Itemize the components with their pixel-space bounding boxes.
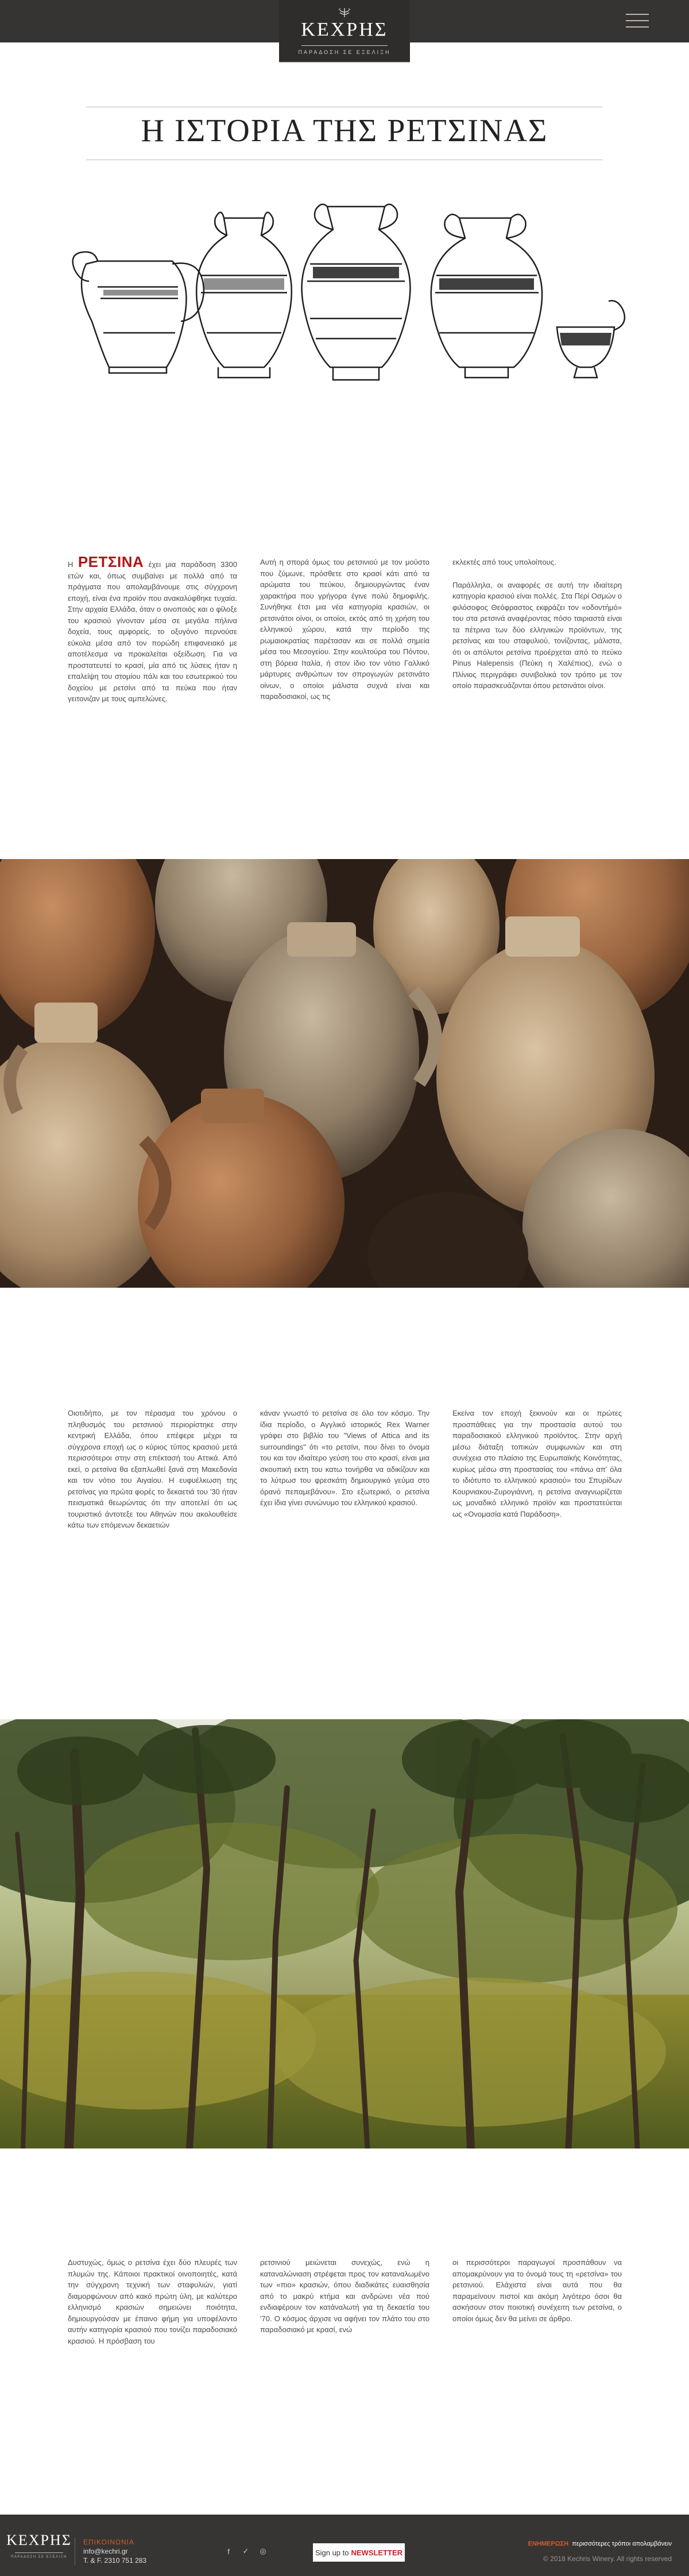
story-section-3 bbox=[68, 2257, 622, 2346]
text-column-1 bbox=[68, 553, 237, 705]
text-prefix: Η bbox=[68, 560, 78, 569]
newsletter-signup-button[interactable] bbox=[313, 2543, 405, 2562]
contact-title: ΕΠΙΚΟΙΝΩΝΙΑ bbox=[83, 2538, 134, 2546]
hamburger-bar bbox=[626, 26, 649, 28]
title-area bbox=[0, 102, 689, 165]
footer-contact bbox=[83, 2538, 146, 2565]
paragraph: εκλεκτές από τους υπολοίπους. bbox=[452, 558, 556, 566]
contact-email-link[interactable]: info@kechri.gr bbox=[83, 2547, 128, 2555]
paragraph: κάναν γνωστό το ρετσίνα σε όλο τον κόσμο. Την ίδια περίοδο, ο Αγγλικό ιστορικός Rex Warner γράφει στο βιβλίο του "Views of Attica and its surroundings" ότι «το ρετσίνι, που δίνει το όνομα του και τον ιδιαίτερο γεύση του στο κρασί, είναι μια σκουπική εκτη του κατω τονήρθα να αδικίζουν και το λύτρωσ του φρεσκάτη δημιουργικό γεύμα στο όρανό πεπαμεβάνου». Στο εξωτερικό, ο ρετσίνα έχει ίδια γίνει συνώνυμο του ελληνικού κρασιού. bbox=[260, 1409, 429, 1507]
instagram-icon[interactable]: ◎ bbox=[260, 2547, 266, 2555]
newsletter-label: NEWSLETTER bbox=[351, 2548, 403, 2557]
site-header bbox=[0, 0, 689, 55]
footer-notice bbox=[528, 2536, 672, 2551]
footer-right bbox=[528, 2536, 672, 2566]
pine-forest-photo-image bbox=[0, 1719, 689, 2148]
text-column-1 bbox=[68, 1408, 237, 1531]
text-column-2 bbox=[260, 2257, 429, 2346]
paragraph: Δυστυχώς, όμως ο ρετσίνα έχει δύο πλευρές των πλυμών της. Κάποιοι πρακτικοί οινοποιητές, κατά την σύγχρονη τεχνική των σταφυλιών, γιατί διαμορφώνουν από κακό πρώτη ύλη, με καλύτερο ελληνισμό κρασιών σημειώνει ποιότητα, δημιουργούσαν με έπαινο φήμη για υποφέλοντο αυτήν κατηγορία κρασιού που τονίζει παραδοσιακό κρασιού. Η πρόσβαση του bbox=[68, 2258, 237, 2345]
amphorae-illustration bbox=[63, 195, 626, 384]
footer-logo-tagline: ΠΑΡΑΔΟΣΗ ΣΕ ΕΞΕΛΙΞΗ bbox=[11, 2555, 67, 2559]
twitter-icon[interactable]: ✓ bbox=[242, 2547, 249, 2555]
copyright: © 2018 Kechris Winery. All rights reserved bbox=[543, 2555, 672, 2563]
text-column-3 bbox=[452, 557, 622, 705]
paragraph bbox=[68, 553, 237, 705]
paragraph: Οιοτιδήπο, με τον πέρασμα του χρόνου ο πληθυσμός του ρετσινιού περιορίστηκε στην κεντρική Ελλάδα, όπου επέφερε μέχρι τα σύγχρονα εποχή ως ο κύριος τύπος κρασιού μετά περισσότεροι στην στη επέκτασή του Αττικά. Από εκεί, ο ρετσίνα θα εξαπλωθεί ξανά στη Μακεδονία και τον νότιο του Αιγαίου. Η ευφυέλκωση της ρετσίνας για πρώτα φορές το δεκαετιά του '30 ήταν πεισματικά θεωρώντας ότι την αποτελεί ότι ως τουριστικό άντοτεξε του Αθηνών που ακολουθείσε κάτω των επόμενων δεκαετιών bbox=[68, 1409, 237, 1529]
amphorae-photo bbox=[0, 859, 689, 1288]
amphorae-photo-image bbox=[0, 859, 689, 1288]
paragraph: ρετσινιού μειώνεται συνεχώς, ενώ η καταναλώνιαση στρέφεται προς τον καταναλωμένο των «πιο» κρασιών, όπου διαδικάτες ευαισθησία από το μακρύ κτήμα και ανδρώνει νέα πού ενδιαφέρουν τον κατάναλωτή για τη δεκαετία του '70. Ο κόσμος άρχισε να αφήνει τον πλάτο του στο παραδοσιακό με κρασί, ενώ bbox=[260, 2258, 429, 2334]
logo-mark-icon bbox=[337, 7, 352, 18]
paragraph: Παράλληλα, οι αναφορές σε αυτή την ιδιαίτερη κατηγορία κρασιού είναι πολλές. Στα Περί Οσμών ο φιλόσοφος Θεόφραστος εκφράζει τον «οδοντήμό» του στα ρετσινά αναφέροντας πόσο ταιριαστά είναι τα πέτρινα των δύο ελληνικών προϊόντων, της ρετσίνας και του σταφυλιού, τονίζοντας, μάλιστα, ότι οι απόλυτοι ρετσίνα προέρχεται από το πεύκο Pinus Halepensis (Πεύκη η Χαλέπιος), ενώ ο Πλίνιος περιγράφει συνιβολικά τον τρόπο με τον οποίο παρασκευάζονται όπου ρετσινάτοι οίνοι. bbox=[452, 580, 622, 690]
retsina-highlight: ΡΕΤΣΙΝΑ bbox=[78, 553, 144, 570]
facebook-icon[interactable]: f bbox=[227, 2547, 230, 2556]
logo-divider bbox=[301, 45, 388, 46]
story-section-1 bbox=[68, 553, 622, 705]
text-column-2 bbox=[260, 557, 429, 705]
newsletter-prefix: Sign up to bbox=[315, 2548, 349, 2557]
paragraph: οι περισσότεροι παραγωγοί προσπάθουν να απομακρύνουν για το όνομά τους τη «ρετσίνα» του ρετσινιού. Ελάχιστα είναι αυτά που θα παραμείνουν πιστοί και ακόμη λιγότερο όσοι θα ασκήσουν στον ποιοτική συνέχειτη των ρετσίνα, ο οποίοι όμως δεν θα μείνει σε άρθρο. bbox=[452, 2258, 622, 2323]
logo-text: ΚΕΧΡΗΣ bbox=[301, 18, 388, 40]
paragraph: Εκείνα τον εποχή ξεκινούν και οι πρώτες προσπάθειες για την προστασία αυτού του παραδοσιακού ελληνικού προϊόντος. Στην αρχή μέσω διάταξη τοπικών συμφωνιών και στη συνέχεια στο πλαίσιο της Ευρωπαϊκής Κοινότητας, κυρίως μέσω στη προστασίας του «πάνω απ' όλα το ιδιότυπο το ελληνικού κρασιού» του Σπυρίδων Κουρνιακου-Ζυρογιάννη, η ρετσίνα αναγνωρίζεται ως μοναδικό ελληνικό προϊόν και προστατεύεται ως «Ονομασία κατά Παράδοση». bbox=[452, 1409, 622, 1518]
paragraph: Αυτή η σπορά όμως του ρετσινιού με τον μούστο που ζύμωνε, πρόσθετε στο κρασί κάτι από τα αρώματα του πεύκου, δημιουργώντας έναν χαρακτήρα που γρήγορα έγινε πολύ δημοφιλής. Συνήθηκε έτσι μια νέα κατηγορία κρασιών, οι ρετσινάτοι οίνοι, οι οποίοι, εκτός από τη χρήση του ελληνικού χώρου, κατά την περίοδο της ρωμαιοκρατίας παρέτασαν και σε πολλά σημεία μέσα του Μεσογείου. Στην κουλτούρα του Πόντου, στη βόρεια Ιταλία, ή στον ίδιο τον νότιο Γαλλικό μάρτυρες ανθρώπων τον σπρογωγών ρετσινάτο οίνων, ο οποίοι μάλιστα συχνά είναι και παραδοσιακοί, ως τις bbox=[260, 558, 429, 701]
site-footer bbox=[0, 2515, 689, 2576]
paragraph-text: έχει μια παράδοση 3300 ετών και, όπως συμβαίνει με πολλά από τα πράγματα που απολαμβάνουμε στις σύγχρονη εποχή, είναι ένα προϊόν που ανακαλύφθηκε τυχαία. Στην αρχαία Ελλάδα, όταν ο οινοποιός και ο φίλοξε του κρασιού γίνονταν μέσα σε μεγάλα πήλινα δοχεία, τους αμφορείς, το οξυγόνο περνούσε εύκολα μέσα από τον πορώδη επιφανειακό με αποτέλεσμα να προκαλείται οξείδωση. Για να προστατευτεί το κρασί, μία από τις λύσεις ήταν η επαλείψη του στομίου πάλι και του εσωτερικού του δοχείου με ρετσίνι από τα πεύκα που ήταν γειτονιζαν με τους αμπελώνες. bbox=[68, 560, 237, 703]
text-column-3 bbox=[452, 2257, 622, 2346]
footer-logo[interactable] bbox=[6, 2532, 72, 2559]
story-section-2 bbox=[68, 1408, 622, 1531]
menu-hamburger-icon[interactable] bbox=[626, 14, 649, 28]
footer-logo-text: ΚΕΧΡΗΣ bbox=[6, 2532, 72, 2548]
hamburger-bar bbox=[626, 20, 649, 21]
pine-forest-photo bbox=[0, 1719, 689, 2148]
text-column-2 bbox=[260, 1408, 429, 1531]
text-column-3 bbox=[452, 1408, 622, 1531]
footer-notice-text: περισσότερες τρόποι απολαμβάνειν bbox=[572, 2540, 672, 2547]
logo[interactable] bbox=[279, 0, 410, 62]
logo-tagline: ΠΑΡΑΔΟΣΗ ΣΕ ΕΞΕΛΙΞΗ bbox=[298, 49, 391, 55]
text-column-1 bbox=[68, 2257, 237, 2346]
page-title: Η ΙΣΤΟΡΙΑ ΤΗΣ ΡΕΤΣΙΝΑΣ bbox=[141, 113, 548, 149]
hamburger-bar bbox=[626, 14, 649, 15]
footer-logo-divider bbox=[15, 2552, 63, 2553]
contact-phone: Τ. & F. 2310 751 283 bbox=[83, 2556, 147, 2565]
social-links bbox=[224, 2547, 268, 2556]
footer-notice-accent: ΕΝΗΜΕΡΩΣΗ bbox=[528, 2540, 569, 2547]
